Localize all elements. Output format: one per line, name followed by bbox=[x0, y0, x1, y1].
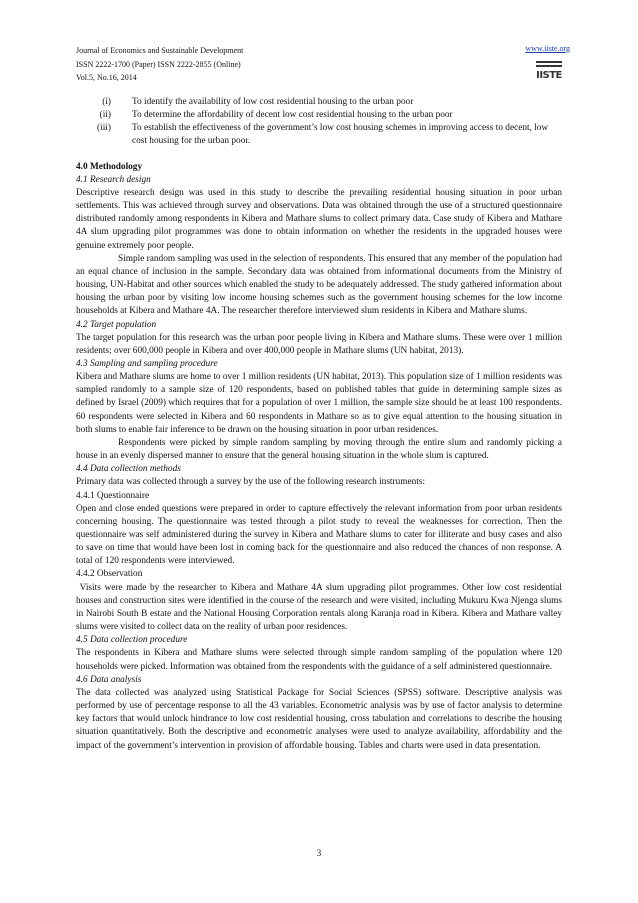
logo-bar-top bbox=[536, 61, 562, 63]
subheading-research-design: 4.1 Research design bbox=[76, 174, 151, 185]
objective-number: (i) bbox=[102, 97, 111, 107]
journal-volume: Vol.5, No.16, 2014 bbox=[76, 73, 137, 82]
journal-header bbox=[76, 44, 243, 85]
logo-text: IISTE bbox=[536, 70, 562, 81]
paragraph: Simple random sampling was used in the selection of respondents. This ensured that any member of the population had an equal chance of inclusion in the sample. Secondary data was obtained from informational documents from the Ministry of housing, UN-Habitat and other sources which enabled the study to be adequately addressed. The study gathered information about housing the urban poor by visiting low income housing schemes such as the government housing schemes for the low income households at Kibera and Mathare 4A. The researcher therefore interviewed slum residents in Kibera and Mathare slums. bbox=[76, 253, 562, 317]
subheading-data-collection-methods: 4.4 Data collection methods bbox=[76, 464, 181, 475]
objective-number: (iii) bbox=[97, 123, 111, 134]
iiste-logo bbox=[536, 60, 562, 84]
objective-text bbox=[113, 122, 562, 148]
paragraph: Respondents were picked by simple random sampling by moving through the entire slum and randomly picking a house in an evenly dispersed manner to ensure that the general housing situation in the whole slum is captured. bbox=[76, 437, 562, 462]
section-heading-methodology: 4.0 Methodology bbox=[76, 161, 143, 172]
paragraph: Visits were made by the researcher to Kibera and Mathare 4A slum upgrading pilot programmes. Other low cost residential houses and construction sites were identified in the course of the research and were visited, including Mukuru Kwa Njenga slums in Nairobi South B estate and the National Housing Corporation rentals along Karanja road in Kibera. Kibera and Mathare valley slums were visited to collect data on the reality of urban poor residences. bbox=[76, 582, 565, 633]
paragraph: Kibera and Mathare slums are home to over 1 million residents (UN habitat, 2013). This population size of 1 million residents was sampled randomly to a sample size of 120 respondents, based on published tables that guide in determining sample sizes as defined by Israel (2009) which requires that for a population of over 1 million, the sample size should be at least 100 respondents. 60 respondents were selected in Kibera and 60 respondents in Mathare so as to give equal attention to the housing situation in both slums to enable fair inference to be drawn on the housing situation in poor urban residences. bbox=[76, 372, 563, 435]
page-body bbox=[76, 96, 565, 753]
objective-text: To determine the affordability of decent low cost residential housing to the urban poor bbox=[132, 110, 453, 121]
subheading-sampling: 4.3 Sampling and sampling procedure bbox=[76, 358, 218, 369]
paragraph: Primary data was collected through a survey by the use of the following research instruments: bbox=[76, 477, 426, 488]
journal-url-link[interactable]: www.iiste.org bbox=[525, 44, 570, 53]
objective-item bbox=[76, 96, 562, 109]
objective-item bbox=[76, 109, 562, 122]
journal-issn: ISSN 2222-1700 (Paper) ISSN 2222-2855 (Online) bbox=[76, 59, 241, 69]
logo-bar-mid bbox=[536, 65, 562, 67]
paragraph: Open and close ended questions were prepared in order to capture effectively the relevant information from poor urban residents concerning housing. The questionnaire was tested through a pilot study to reveal the weaknesses for correction. Then the questionnaire was self administered during the survey in Kibera and Mathare slums to cater for illiterate and busy cases and also to save on time that would have been lost in coming back for the questionnaire and also reduced the chances of non response. A total of 120 respondents were interviewed. bbox=[76, 503, 562, 567]
subheading-data-collection-procedure: 4.5 Data collection procedure bbox=[76, 635, 188, 646]
paragraph: The respondents in Kibera and Mathare slums were selected through simple random sampling of the population where 120 households were picked. Information was obtained from the respondents with the guidance of a self administered questionnaire. bbox=[76, 648, 562, 672]
subheading-questionnaire: 4.4.1 Questionnaire bbox=[76, 490, 150, 501]
page-number: 3 bbox=[316, 848, 322, 858]
objective-text-inner: To establish the effectiveness of the government’s low cost housing schemes in improving access to decent, low cost housing for the urban poor. bbox=[132, 123, 549, 147]
paragraph: The target population for this research was the urban poor people living in Kibera and Mathare slums. These were over 1 million residents; over 600,000 people in Kibera and over 400,000 people in Mathare slums (UN habitat, 2013). bbox=[76, 332, 562, 356]
subheading-target-population: 4.2 Target population bbox=[76, 319, 157, 330]
objective-text: To identify the availability of low cost residential housing to the urban poor bbox=[132, 97, 414, 107]
paragraph: Descriptive research design was used in this study to describe the prevailing residential housing situation in poor urban settlements. This was achieved through survey and observations. Data was obtained through the use of a structured questionnaire distributed randomly among respondents in Kibera and Mathare slums to collect primary data. Case study of Kibera and Mathare 4A slum upgrading pilot programmes was done to obtain information on whether the residents in the upgraded houses were genuine extremely poor people. bbox=[76, 187, 562, 251]
subheading-data-analysis: 4.6 Data analysis bbox=[76, 674, 142, 685]
paragraph: The data collected was analyzed using Statistical Package for Social Sciences (SPSS) software. Descriptive analysis was performed by use of percentage response to all the 43 variables. Econometric analysis was by use of factor analysis to determine key factors that would unlock hindrance to low cost residential housing, cross tabulation and correlations to describe the housing situation quantitatively. Both the descriptive and econometric analyses were used to analyze availability, affordability and the impact of the government’s intervention in provision of affordable housing. Tables and charts were used in data presentation. bbox=[76, 687, 562, 751]
objective-number: (ii) bbox=[99, 110, 111, 121]
subheading-observation: 4.4.2 Observation bbox=[76, 569, 143, 580]
objective-item bbox=[76, 122, 562, 148]
journal-title: Journal of Economics and Sustainable Development bbox=[76, 46, 244, 55]
